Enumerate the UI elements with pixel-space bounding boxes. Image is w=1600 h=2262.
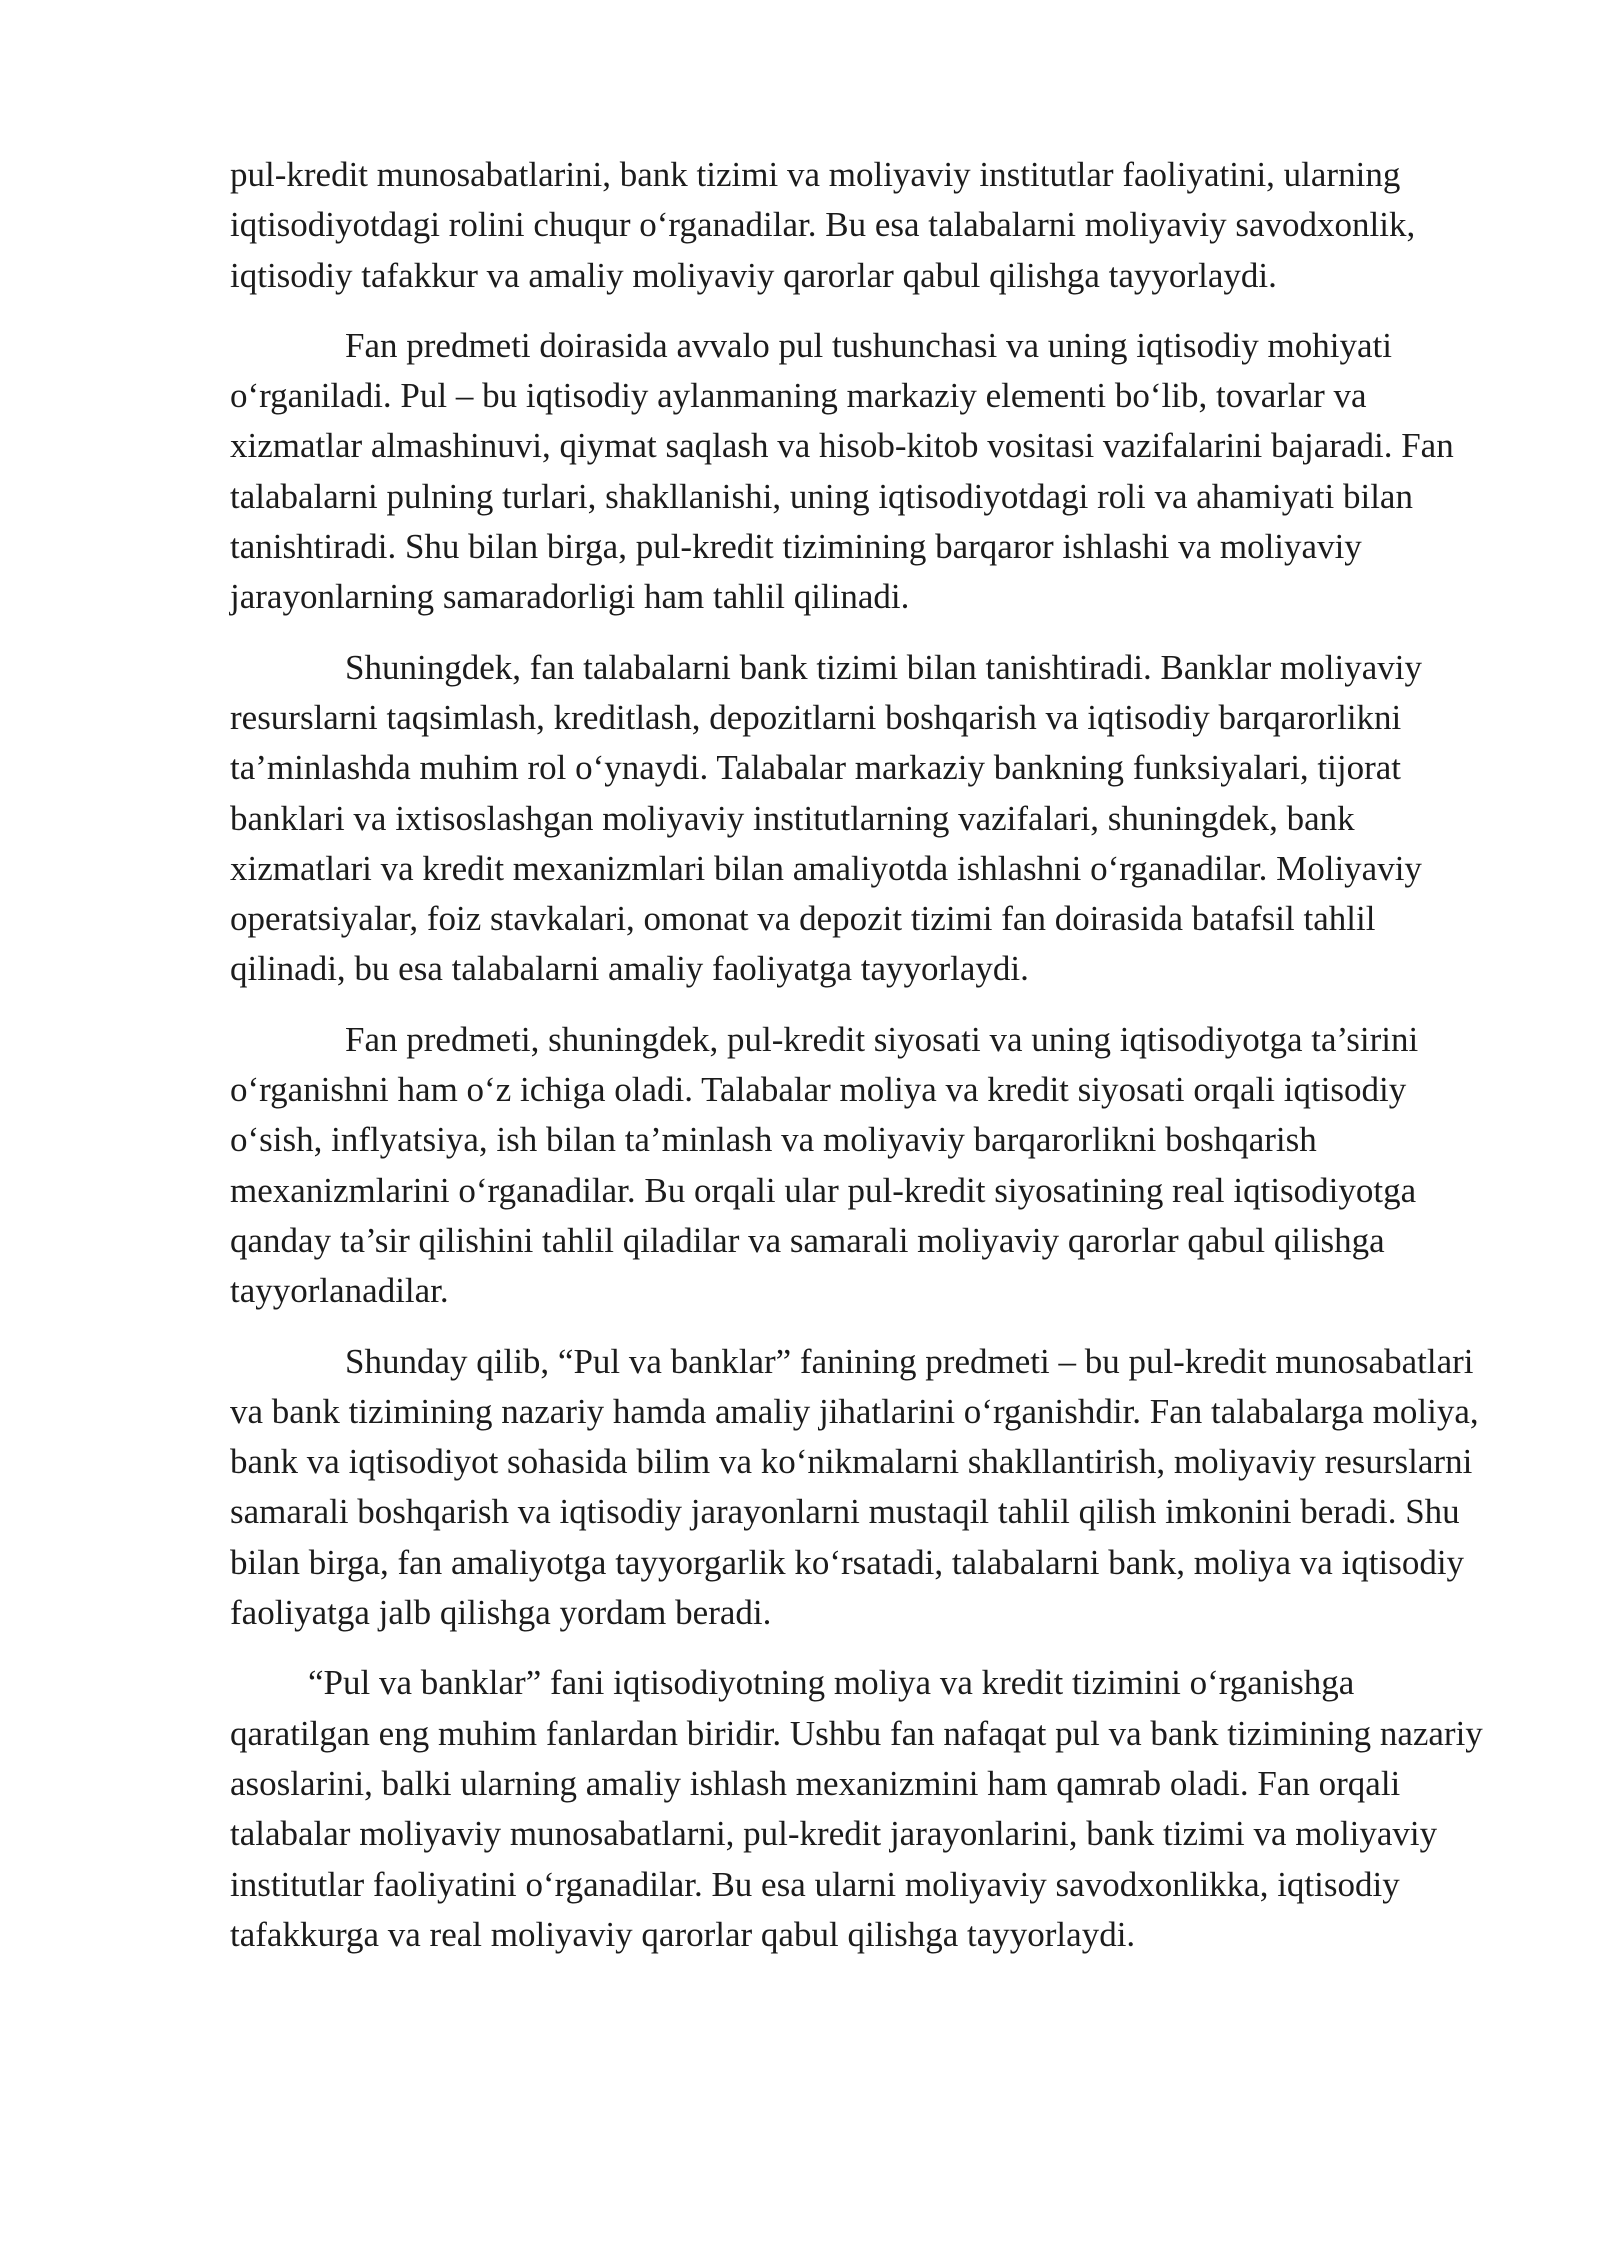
paragraph-pul-tushunchasi: Fan predmeti doirasida avvalo pul tushunchasi va uning iqtisodiy mohiyati o‘rganiladi. Pul – bu iqtisodiy aylanmaning markaziy elementi bo‘lib, tovarlar va xizmatlar almashinuvi, qiymat saqlash va hisob-kitob vositasi vazifalarini bajaradi. Fan talabalarni pulning turlari, shakllanishi, uning iqtisodiyotdagi roli va ahamiyati bilan tanishtiradi. Shu bilan birga, pul-kredit tizimining barqaror ishlashi va moliyaviy jarayonlarning samaradorligi ham tahlil qilinadi. [230, 325, 1454, 617]
paragraph-xulosa: Shunday qilib, “Pul va banklar” fanining predmeti – bu pul-kredit munosabatlari va bank tizimining nazariy hamda amaliy jihatlarini o‘rganishdir. Fan talabalarga moliya, bank va iqtisodiyot sohasida bilim va ko‘nikmalarni shakllantirish, moliyaviy resurslarni samarali boshqarish va iqtisodiy jarayonlarni mustaqil tahlil qilish imkonini beradi. Shu bilan birga, fan amaliyotga tayyorgarlik ko‘rsatadi, talabalarni bank, moliya va iqtisodiy faoliyatga jalb qilishga yordam beradi. [230, 1341, 1479, 1633]
paragraph-pul-kredit-siyosati: Fan predmeti, shuningdek, pul-kredit siyosati va uning iqtisodiyotga ta’sirini o‘rganishni ham o‘z ichiga oladi. Talabalar moliya va kredit siyosati orqali iqtisodiy o‘sish, inflyatsiya, ish bilan ta’minlash va moliyaviy barqarorlikni boshqarish mexanizmlarini o‘rganadilar. Bu orqali ular pul-kredit siyosatining real iqtisodiyotga qanday ta’sir qilishini tahlil qiladilar va samarali moliyaviy qarorlar qabul qilishga tayyorlanadilar. [230, 1019, 1419, 1311]
paragraph-fan-tavsifi: “Pul va banklar” fani iqtisodiyotning moliya va kredit tizimini o‘rganishga qaratilgan eng muhim fanlardan biridir. Ushbu fan nafaqat pul va bank tizimining nazariy asoslarini, balki ularning amaliy ishlash mexanizmini ham qamrab oladi. Fan orqali talabalar moliyaviy munosabatlarni, pul-kredit jarayonlarini, bank tizimi va moliyaviy institutlar faoliyatini o‘rganadilar. Bu esa ularni moliyaviy savodxonlikka, iqtisodiy tafakkurga va real moliyaviy qarorlar qabul qilishga tayyorlaydi. [230, 1663, 1483, 1954]
paragraph-bank-tizimi: Shuningdek, fan talabalarni bank tizimi bilan tanishtiradi. Banklar moliyaviy resurslarni taqsimlash, kreditlash, depozitlarni boshqarish va iqtisodiy barqarorlikni ta’minlashda muhim rol o‘ynaydi. Talabalar markaziy bankning funksiyalari, tijorat banklari va ixtisoslashgan moliyaviy institutlarning vazifalari, shuningdek, bank xizmatlari va kredit mexanizmlari bilan amaliyotda ishlashni o‘rganadilar. Moliyaviy operatsiyalar, foiz stavkalari, omonat va depozit tizimi fan doirasida batafsil tahlil qilinadi, bu esa talabalarni amaliy faoliyatga tayyorlaydi. [230, 647, 1422, 989]
paragraph-continuation: pul-kredit munosabatlarini, bank tizimi va moliyaviy institutlar faoliyatini, ularning iqtisodiyotdagi rolini chuqur o‘rganadilar. Bu esa talabalarni moliyaviy savodxonlik, iqtisodiy tafakkur va amaliy moliyaviy qarorlar qabul qilishga tayyorlaydi. [230, 155, 1416, 295]
document-body [230, 150, 1495, 1980]
